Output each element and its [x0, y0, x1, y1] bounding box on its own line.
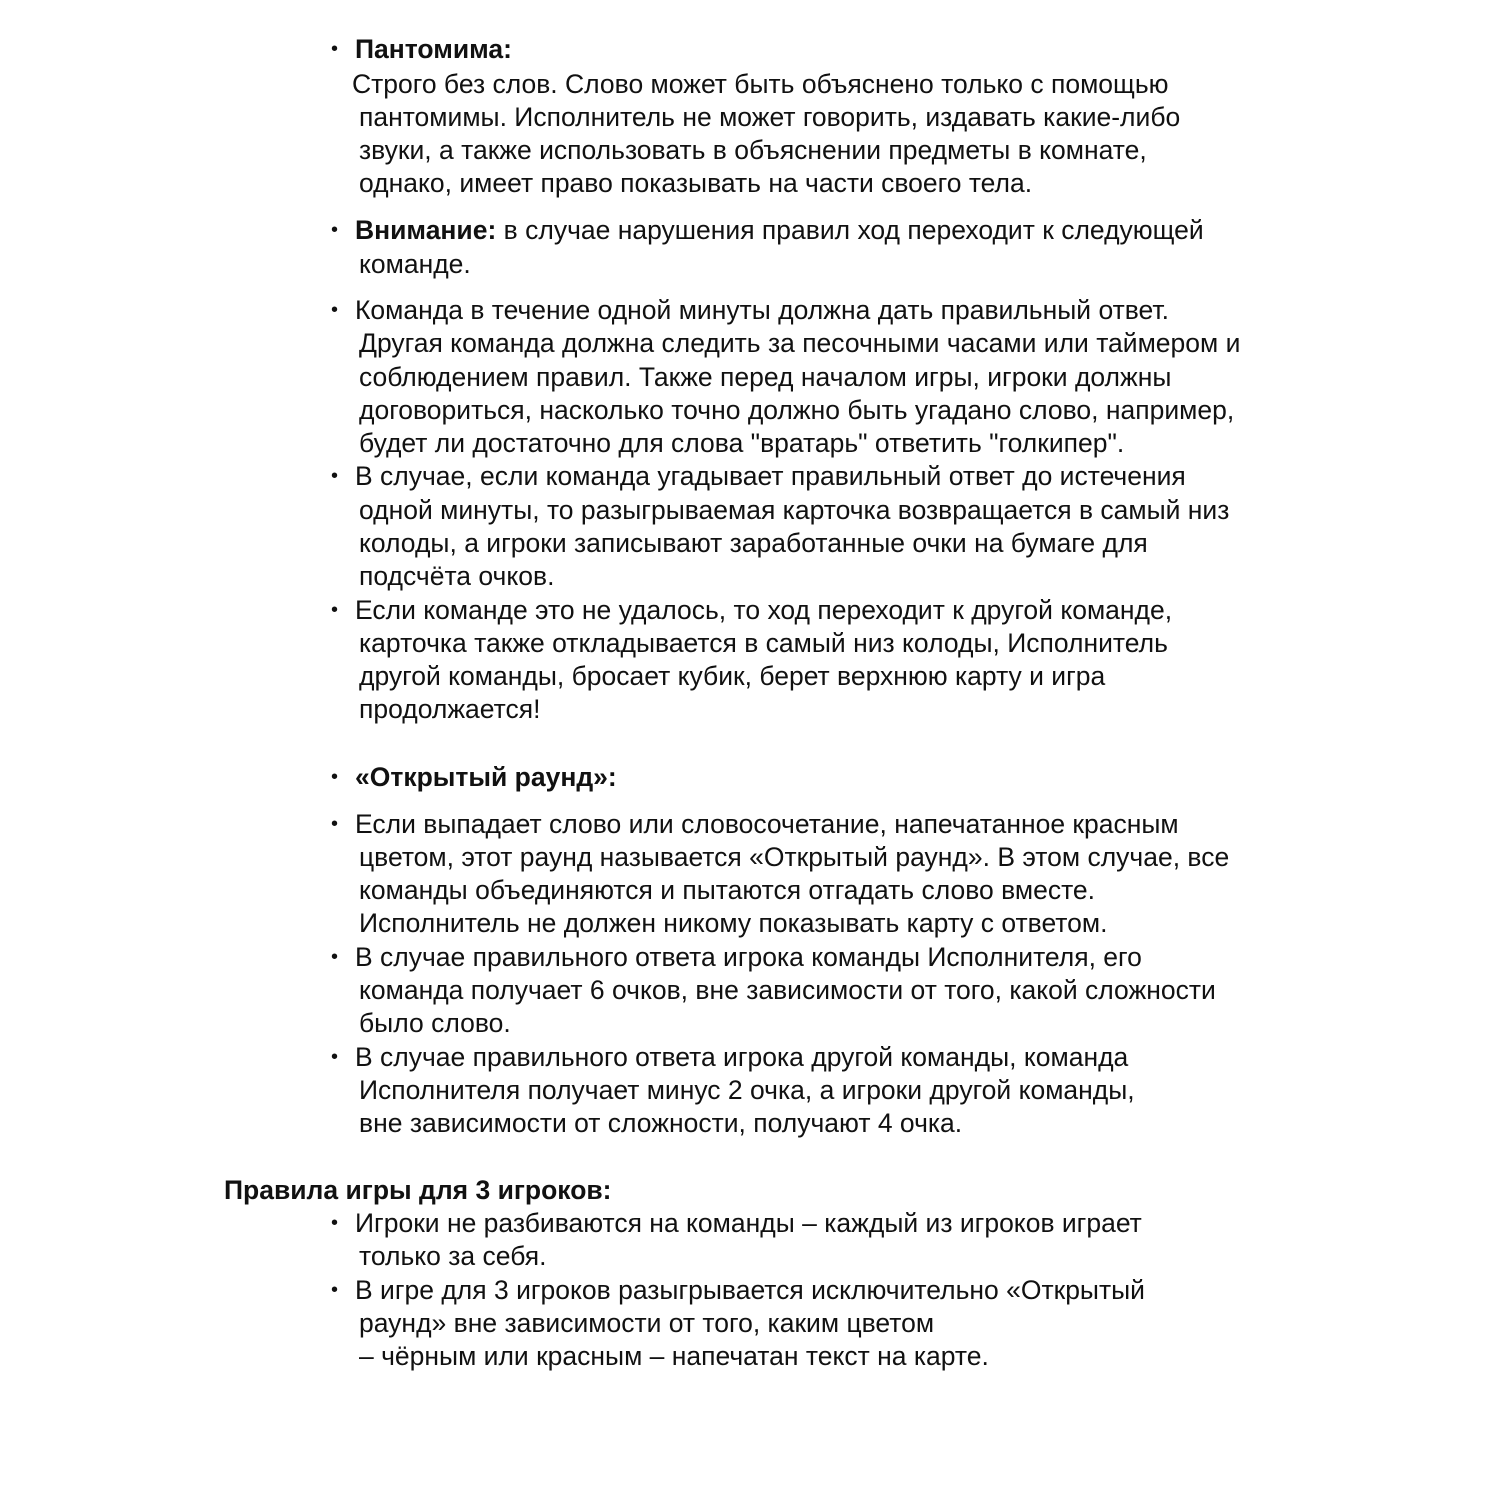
pantomime-line: Строго без слов. Слово может быть объяснено только с помощью [352, 69, 1169, 99]
open-round-line: цветом, этот раунд называется «Открытый раунд». В этом случае, все [359, 842, 1230, 872]
attention-line: команде. [359, 249, 471, 279]
open-round-line: В случае правильного ответа игрока команды Исполнителя, его [355, 942, 1142, 972]
three-players-line: раунд» вне зависимости от того, каким цветом [359, 1308, 935, 1338]
pantomime-line: однако, имеет право показывать на части своего тела. [359, 168, 1033, 198]
rule-line: Команда в течение одной минуты должна дать правильный ответ. [355, 295, 1169, 325]
open-round-line: В случае правильного ответа игрока другой команды, команда [355, 1042, 1129, 1072]
bullet: • [331, 1279, 339, 1301]
rule-line: карточка также откладывается в самый низ колоды, Исполнитель [359, 628, 1168, 658]
bullet: • [331, 465, 339, 487]
three-players-heading: Правила игры для 3 игроков: [224, 1175, 612, 1205]
open-round-title: «Открытый раунд»: [355, 762, 617, 792]
bullet: • [331, 38, 339, 60]
attention-line [355, 214, 1204, 247]
rule-line: будет ли достаточно для слова "вратарь" ответить "голкипер". [359, 428, 1125, 458]
bullet: • [331, 1046, 339, 1068]
open-round-line: Если выпадает слово или словосочетание, напечатанное красным [355, 809, 1179, 839]
attention-text: в случае нарушения правил ход переходит к следующей [496, 215, 1204, 245]
bullet: • [331, 1212, 339, 1234]
three-players-line: только за себя. [359, 1241, 547, 1271]
pantomime-title: Пантомима: [355, 34, 512, 64]
three-players-line: В игре для 3 игроков разыгрывается исключительно «Открытый [355, 1275, 1145, 1305]
rule-line: В случае, если команда угадывает правильный ответ до истечения [355, 461, 1186, 491]
bullet: • [331, 299, 339, 321]
pantomime-line: пантомимы. Исполнитель не может говорить, издавать какие-либо [359, 102, 1181, 132]
rule-line: одной минуты, то разыгрываемая карточка возвращается в самый низ [359, 495, 1230, 525]
three-players-line: Игроки не разбиваются на команды – каждый из игроков играет [355, 1208, 1142, 1238]
bullet: • [331, 599, 339, 621]
open-round-line: было слово. [359, 1008, 511, 1038]
rule-line: Если команде это не удалось, то ход переходит к другой команде, [355, 595, 1173, 625]
open-round-line: Исполнителя получает минус 2 очка, а игроки другой команды, [359, 1075, 1135, 1105]
rule-line: другой команды, бросает кубик, берет верхнюю карту и игра [359, 661, 1106, 691]
rule-line: подсчёта очков. [359, 561, 555, 591]
rule-line: колоды, а игроки записывают заработанные очки на бумаге для [359, 528, 1148, 558]
open-round-line: вне зависимости от сложности, получают 4 очка. [359, 1108, 963, 1138]
bullet: • [331, 219, 339, 241]
bullet: • [331, 946, 339, 968]
bullet: • [331, 813, 339, 835]
rule-line: договориться, насколько точно должно быть угадано слово, например, [359, 395, 1235, 425]
rule-line: продолжается! [359, 694, 541, 724]
open-round-line: команда получает 6 очков, вне зависимости от того, какой сложности [359, 975, 1216, 1005]
rule-line: соблюдением правил. Также перед началом игры, игроки должны [359, 362, 1172, 392]
three-players-line: – чёрным или красным – напечатан текст на карте. [359, 1341, 989, 1371]
open-round-line: Исполнитель не должен никому показывать карту с ответом. [359, 908, 1108, 938]
rule-line: Другая команда должна следить за песочными часами или таймером и [359, 328, 1241, 358]
bullet: • [331, 766, 339, 788]
pantomime-line: звуки, а также использовать в объяснении предметы в комнате, [359, 135, 1147, 165]
open-round-line: команды объединяются и пытаются отгадать слово вместе. [359, 875, 1096, 905]
attention-label: Внимание: [355, 215, 497, 245]
